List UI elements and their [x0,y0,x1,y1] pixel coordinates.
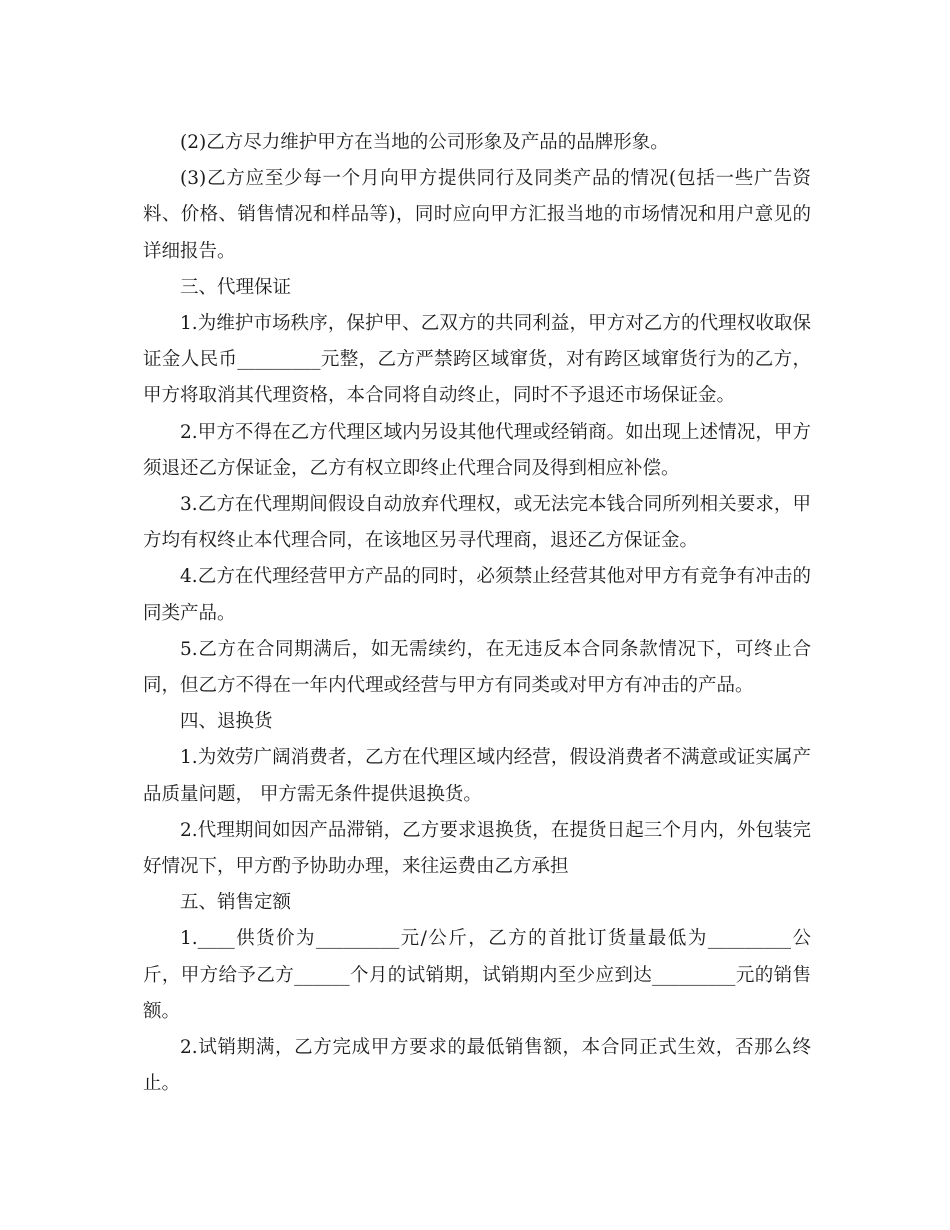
clause-returns-2: 2.代理期间如因产品滞销，乙方要求退换货，在提货日起三个月内，外包装完好情况下，甲方酌予协助办理，来往运费由乙方承担 [143,819,811,878]
section-heading-returns: 四、退换货 [180,711,273,733]
document-body [143,125,811,1102]
clause-guarantee-5: 5.乙方在合同期满后，如无需续约，在无违反本合同条款情况下，可终止合同，但乙方不得在一年内代理或经营与甲方有同类或对甲方有冲击的产品。 [143,638,811,697]
clause-sales-quota-2: 2.试销期满，乙方完成甲方要求的最低销售额，本合同正式生效，否那么终止。 [143,1037,811,1095]
clause-guarantee-4: 4.乙方在代理经营甲方产品的同时，必须禁止经营其他对甲方有竞争有冲击的同类产品。 [143,566,811,624]
clause-guarantee-3: 3.乙方在代理期间假设自动放弃代理权，或无法完本钱合同所列相关要求，甲方均有权终止本代理合同，在该地区另寻代理商，退还乙方保证金。 [143,494,811,552]
paragraph-2-brand-image: (2)乙方尽力维护甲方在当地的公司形象及产品的品牌形象。 [180,132,669,153]
paragraph-3-market-report: (3)乙方应至少每一个月向甲方提供同行及同类产品的情况(包括一些广告资料、价格、销售情况和样品等)，同时应向甲方汇报当地的市场情况和用户意见的详细报告。 [143,168,811,262]
section-heading-sales-quota: 五、销售定额 [180,892,292,914]
section-heading-agency-guarantee: 三、代理保证 [180,276,292,298]
clause-guarantee-2: 2.甲方不得在乙方代理区域内另设其他代理或经销商。如出现上述情况，甲方须退还乙方保证金，乙方有权立即终止代理合同及得到相应补偿。 [143,421,811,479]
clause-returns-1: 1.为效劳广阔消费者，乙方在代理区域内经营，假设消费者不满意或证实属产品质量问题， 甲方需无条件提供退换货。 [143,747,811,805]
clause-guarantee-1: 1.为维护市场秩序，保护甲、乙双方的共同利益，甲方对乙方的代理权收取保证金人民币_________元整，乙方严禁跨区域窜货，对有跨区域窜货行为的乙方，甲方将取消其代理资格，本合同将自动终止，同时不予退还市场保证金。 [143,313,811,407]
clause-sales-quota-1: 1.____供货价为_________元/公斤，乙方的首批订货量最低为_________公斤，甲方给予乙方______个月的试销期，试销期内至少应到达_________元的销售额。 [143,928,811,1022]
